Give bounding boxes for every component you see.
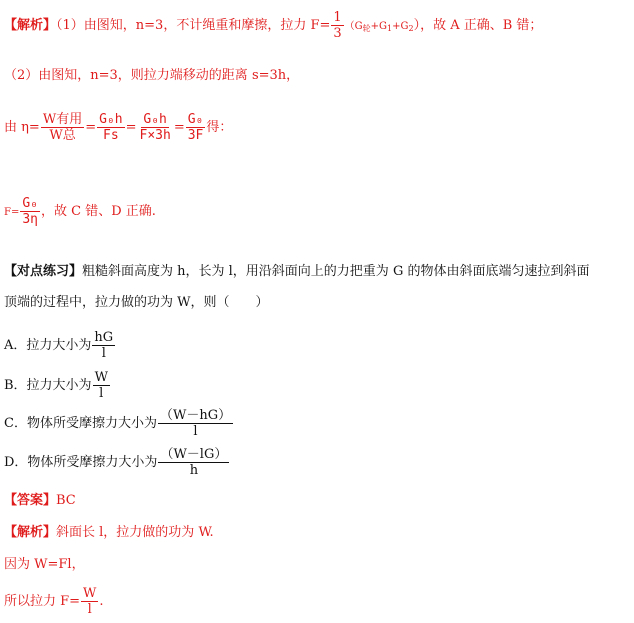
option-c: C．物体所受摩擦力大小为 $\frac{(W-hG)}{l}$ <box>4 408 232 439</box>
analysis-tag-2: 【解析】 <box>4 525 57 540</box>
answer-value: BC <box>56 493 76 508</box>
analysis-3-line-3: 所以拉力 F= $\frac{W}{l}$ . <box>4 586 104 617</box>
fraction-hg-over-l: $\frac{hG}{l}$ <box>94 330 114 361</box>
weights-sum: （$G_轮+G_1+G_2$ <box>344 21 414 33</box>
analysis-1-conclusion: ），故 A 正确、B 错； <box>413 18 543 33</box>
analysis-3-line-2: 因为 W=Fl， <box>4 557 85 572</box>
analysis-tag: 【解析】 <box>4 18 57 33</box>
fraction-one-third: $\frac{1}{3}$ <box>333 10 342 41</box>
analysis-3-line-1: 【解析】斜面长 l，拉力做的功为 W. <box>4 525 214 540</box>
exercise-line-2: 顶端的过程中，拉力做的功为 W，则（ ） <box>4 295 269 310</box>
fraction-g0h-over-fs: $\frac{\text{G₀h}}{Fs}$ <box>99 112 123 143</box>
option-b: B．拉力大小为 $\frac{W}{l}$ <box>4 370 108 401</box>
force-result-line: F= $\frac{\text{G₀}}{3\eta}$ ，故 C 错、D 正确. <box>4 196 156 227</box>
fraction-g0h-over-f3h: $\frac{\text{G₀h}}{F\times 3h}$ <box>139 112 171 143</box>
analysis-2-line: （2）由图知，n=3，则拉力端移动的距离 s=3h， <box>4 68 300 83</box>
answer-tag: 【答案】 <box>4 493 57 508</box>
analysis-1-text: （1）由图知，n=3，不计绳重和摩擦，拉力 F= <box>56 18 331 33</box>
fraction-w-over-l-result: $\frac{W}{l}$ <box>83 586 97 617</box>
efficiency-formula-line: 由 η= $\frac{\text{W有用}}{\text{W总}}$ = $\frac{\text{G₀h}}{Fs}$ = $\frac{\text{G₀h}}{F\times 3h}$ = $\frac{\text{G₀}}{3F}$ 得： <box>4 112 233 143</box>
fraction-g0-over-3f: $\frac{\text{G₀}}{3F}$ <box>187 112 204 143</box>
analysis-1-line <box>4 10 542 41</box>
option-a: A．拉力大小为 $\frac{hG}{l}$ <box>4 330 114 361</box>
answer-line <box>4 493 76 509</box>
fraction-w-useful-over-w-total: $\frac{\text{W有用}}{\text{W总}}$ <box>42 112 83 143</box>
fraction-g0-over-3eta: $\frac{\text{G₀}}{3\eta}$ <box>22 196 38 227</box>
fraction-w-minus-lg-over-h: $\frac{(W-lG)}{h}$ <box>160 447 228 478</box>
fraction-w-over-l: $\frac{W}{l}$ <box>94 370 108 401</box>
exercise-tag: 【对点练习】 <box>4 264 83 279</box>
exercise-line-1: 【对点练习】粗糙斜面高度为 h，长为 l，用沿斜面向上的力把重为 G 的物体由斜面底端匀速拉到斜面 <box>4 264 590 279</box>
fraction-w-minus-hg-over-l: $\frac{(W-hG)}{l}$ <box>159 408 232 439</box>
option-d: D．物体所受摩擦力大小为 $\frac{(W-lG)}{h}$ <box>4 447 228 478</box>
